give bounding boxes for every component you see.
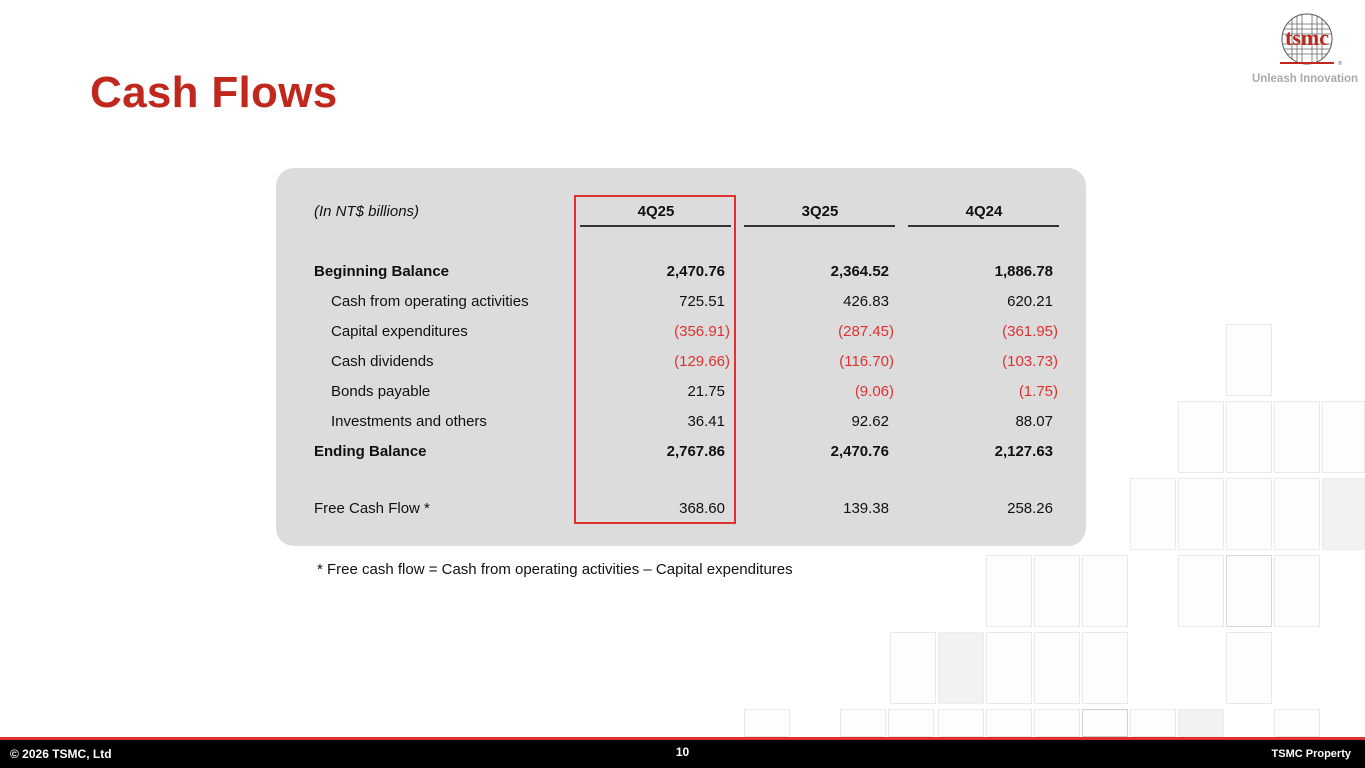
column-header-underline [744,225,895,227]
footer-bar [0,740,1365,768]
page-title: Cash Flows [90,68,338,117]
page-number: 10 [675,745,690,759]
row-label-free-cash-flow: Free Cash Flow * [314,500,430,517]
table-cell: 725.51 [679,293,725,310]
copyright-text: © 2026 TSMC, Ltd [10,747,112,761]
table-cell: 36.41 [687,413,725,430]
table-cell: 620.21 [1007,293,1053,310]
table-cell: 426.83 [843,293,889,310]
table-cell: 2,470.76 [666,263,725,280]
row-label-cash-dividends: Cash dividends [331,353,434,370]
table-cell: (9.06) [854,383,894,400]
table-cell: 92.62 [851,413,889,430]
column-header-3q25: 3Q25 [801,203,839,220]
table-cell: 258.26 [1007,500,1053,517]
row-label-bonds-payable: Bonds payable [331,383,431,400]
column-header-4q25: 4Q25 [637,203,675,220]
table-cell: (361.95) [1002,323,1058,340]
table-cell: 21.75 [687,383,725,400]
property-label: TSMC Property [1271,748,1351,760]
table-cell: 2,127.63 [994,443,1053,460]
row-label-beginning-balance: Beginning Balance [314,263,450,280]
row-label-ending-balance: Ending Balance [314,443,427,460]
table-cell: (356.91) [674,323,730,340]
table-cell: 1,886.78 [994,263,1053,280]
unit-label: (In NT$ billions) [314,203,420,220]
column-header-4q24: 4Q24 [965,203,1003,220]
row-label-capex: Capital expenditures [331,323,468,340]
table-cell: 368.60 [679,500,725,517]
highlight-box-4q25 [574,195,736,524]
table-cell: 2,470.76 [830,443,889,460]
row-label-operating-cash: Cash from operating activities [331,293,529,310]
svg-text:tsmc: tsmc [1285,25,1329,50]
table-cell: (287.45) [838,323,894,340]
column-header-underline [908,225,1059,227]
svg-text:®: ® [1338,61,1342,67]
table-cell: (129.66) [674,353,730,370]
logo-tagline: Unleash Innovation [1252,73,1359,85]
table-cell: 139.38 [843,500,889,517]
table-cell: 2,364.52 [830,263,889,280]
footnote: * Free cash flow = Cash from operating activities – Capital expenditures [317,561,793,578]
table-cell: (103.73) [1002,353,1058,370]
table-cell: (116.70) [839,353,894,370]
table-cell: 2,767.86 [666,443,725,460]
table-cell: (1.75) [1018,383,1058,400]
table-cell: 88.07 [1015,413,1053,430]
row-label-investments-others: Investments and others [331,413,487,430]
